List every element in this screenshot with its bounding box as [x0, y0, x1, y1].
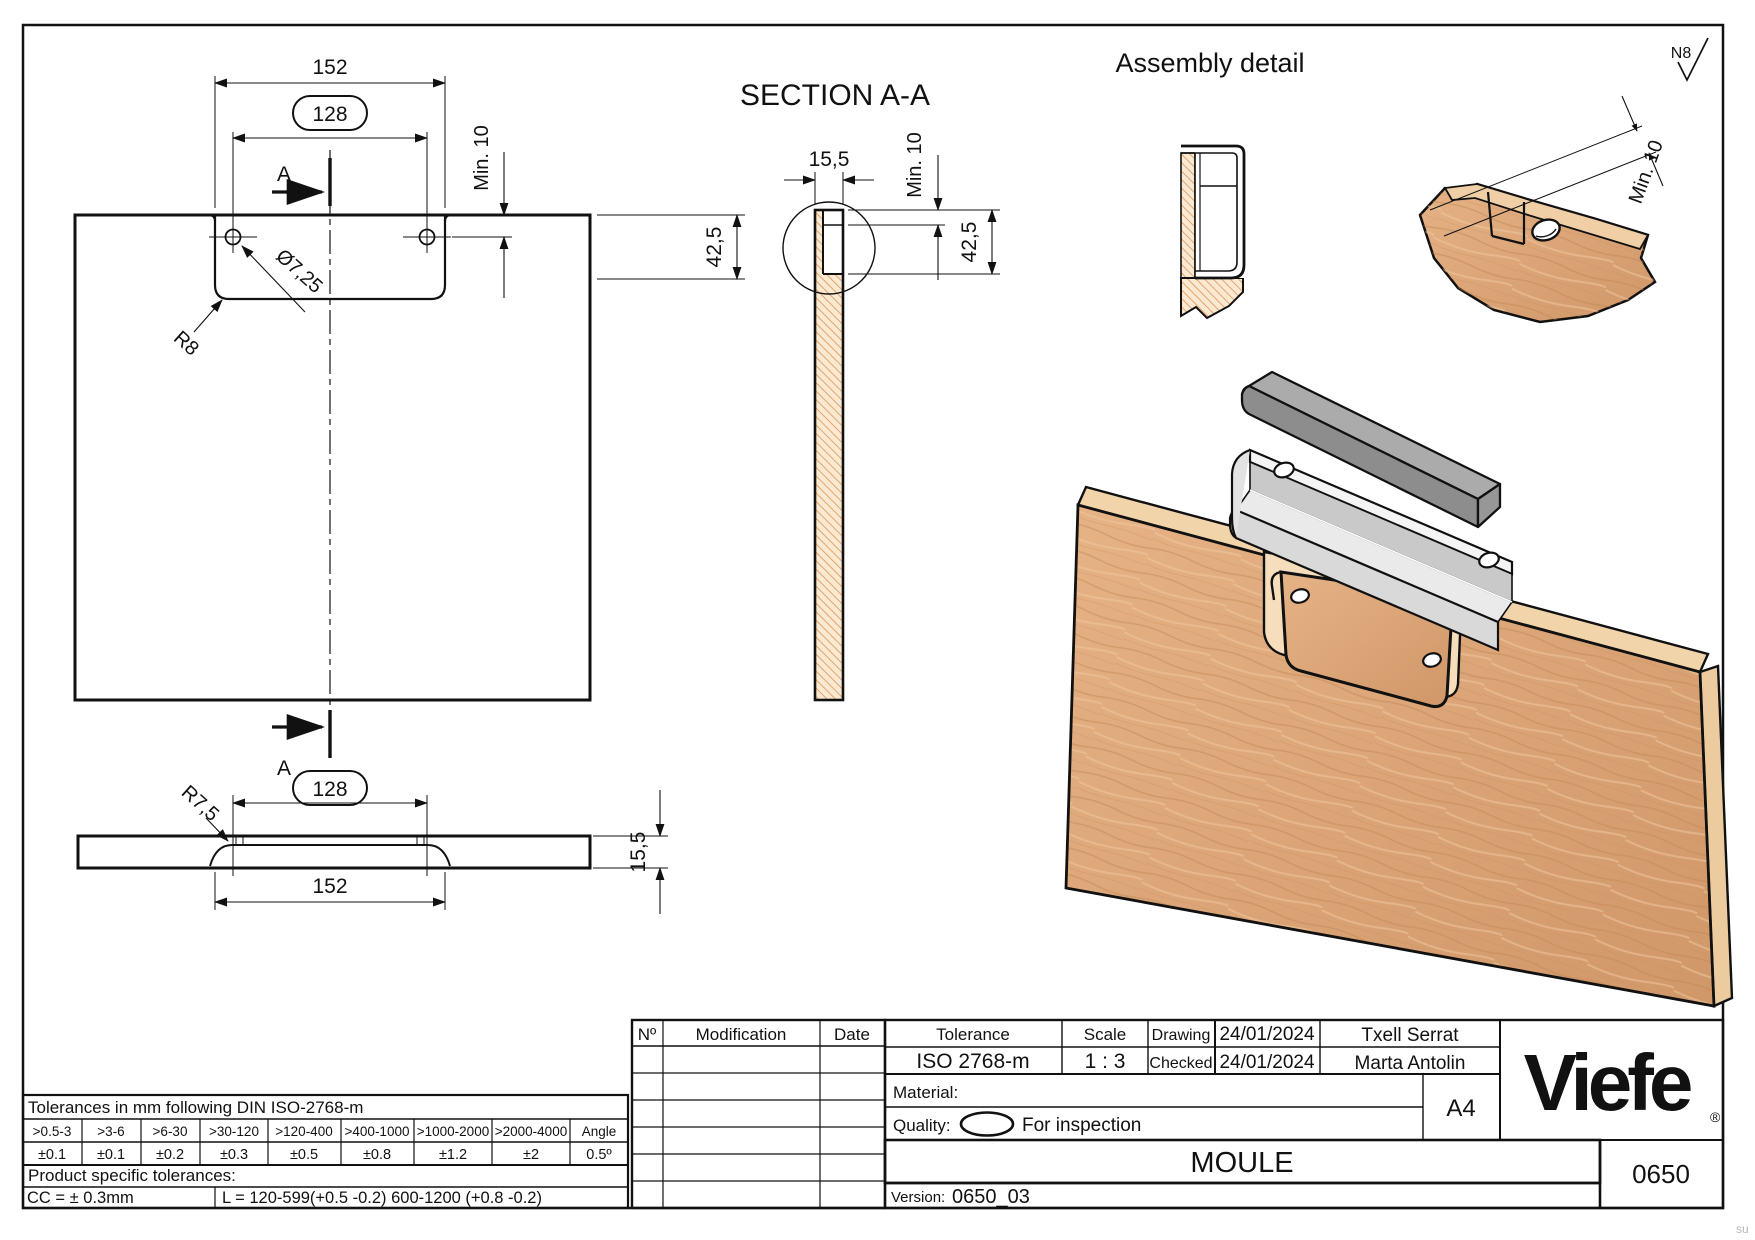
tolerance-label: Tolerance	[936, 1025, 1010, 1044]
tol-value: ±0.1	[96, 1147, 126, 1163]
revision-col-no: Nº	[637, 1025, 657, 1044]
watermark: su	[1736, 1222, 1749, 1236]
scale-label: Scale	[1083, 1025, 1127, 1044]
dim-152-bottom: 152	[312, 875, 348, 898]
assembly-cross-section	[1181, 146, 1244, 318]
tol-range: >400-1000	[344, 1124, 410, 1139]
assembly-title: Assembly detail	[1115, 48, 1305, 78]
section-arrow-label-bottom: A	[276, 757, 292, 780]
dim-128-bottom: 128	[312, 778, 348, 801]
dim-min10-section: Min. 10	[904, 132, 926, 198]
surface-finish-label: N8	[1670, 45, 1692, 62]
dim-152-top: 152	[312, 56, 348, 79]
surface-finish-icon	[1671, 38, 1708, 80]
assembly-wood-piece	[1420, 184, 1655, 322]
tolerance-table-title: Tolerances in mm following DIN ISO-2768-m	[28, 1098, 364, 1117]
checked-author: Marta Antolin	[1354, 1053, 1466, 1074]
tolerance-table	[23, 1095, 628, 1208]
material-label: Material:	[893, 1083, 959, 1102]
part-name: MOULE	[1190, 1147, 1294, 1179]
viefe-logo-text: Viefe	[1523, 1038, 1689, 1127]
viefe-logo-mark: ®	[1710, 1109, 1721, 1125]
dim-425-section: 42,5	[958, 221, 981, 263]
tol-value: ±2	[522, 1147, 540, 1163]
viefe-logo	[1524, 1038, 1721, 1127]
dim-128-top: 128	[312, 103, 348, 126]
cc-tolerance: CC = ± 0.3mm	[27, 1189, 134, 1207]
part-number: 0650	[1632, 1159, 1690, 1189]
tol-value: ±0.2	[155, 1147, 185, 1163]
revision-col-modification: Modification	[695, 1025, 787, 1044]
tol-value: ±0.8	[362, 1147, 392, 1163]
title-block	[632, 1020, 1723, 1208]
dim-155-bottom: 15,5	[627, 831, 650, 873]
revision-table	[632, 1020, 885, 1208]
tol-value: ±0.3	[219, 1147, 249, 1163]
tol-range: >3-6	[97, 1124, 125, 1139]
quality-value: For inspection	[1022, 1115, 1142, 1136]
section-arrow-label-top: A	[276, 163, 292, 186]
tol-value: 0.5º	[586, 1147, 612, 1163]
drawing-author: Txell Serrat	[1361, 1025, 1459, 1046]
checked-label: Checked	[1149, 1055, 1213, 1072]
drawing-label: Drawing	[1151, 1027, 1211, 1044]
front-view	[75, 56, 745, 780]
l-tolerance: L = 120-599(+0.5 -0.2) 600-1200 (+0.8 -0.2)	[222, 1189, 542, 1207]
dim-r8: R8	[169, 326, 203, 361]
tol-value: ±1.2	[438, 1147, 468, 1163]
tol-range: >120-400	[275, 1124, 333, 1139]
quality-stamp-oval	[961, 1113, 1013, 1136]
dim-r75: R7,5	[176, 781, 224, 826]
tol-range: >1000-2000	[416, 1124, 490, 1139]
bottom-view	[78, 771, 668, 914]
version-label: Version:	[891, 1189, 946, 1206]
assembly-detail	[1115, 38, 1708, 322]
scale-value: 1 : 3	[1084, 1050, 1126, 1073]
tol-range: Angle	[581, 1124, 617, 1139]
revision-col-date: Date	[834, 1025, 870, 1044]
version-value: 0650_03	[952, 1186, 1030, 1208]
tol-range: >30-120	[209, 1124, 259, 1139]
tolerance-value: ISO 2768-m	[916, 1050, 1030, 1073]
dim-hole-diameter: Ø7,25	[271, 245, 327, 298]
product-tolerances-title: Product specific tolerances:	[28, 1166, 236, 1185]
tol-range: >2000-4000	[494, 1124, 568, 1139]
paper-size: A4	[1446, 1095, 1476, 1122]
quality-label: Quality:	[893, 1116, 951, 1135]
dim-425-front: 42,5	[703, 226, 726, 268]
dim-min10-assembly: Min. 10	[1624, 137, 1668, 207]
tol-value: ±0.5	[289, 1147, 319, 1163]
tol-value: ±0.1	[37, 1147, 67, 1163]
checked-date: 24/01/2024	[1219, 1052, 1315, 1073]
tol-range: >0.5-3	[32, 1124, 72, 1139]
tol-range: >6-30	[152, 1124, 188, 1139]
dim-min10-front: Min. 10	[471, 125, 493, 191]
drawing-date: 24/01/2024	[1219, 1024, 1315, 1045]
section-view	[740, 79, 1000, 700]
dim-155-section: 15,5	[808, 148, 850, 171]
exploded-view	[1066, 372, 1732, 1006]
section-title: SECTION A-A	[739, 79, 931, 112]
